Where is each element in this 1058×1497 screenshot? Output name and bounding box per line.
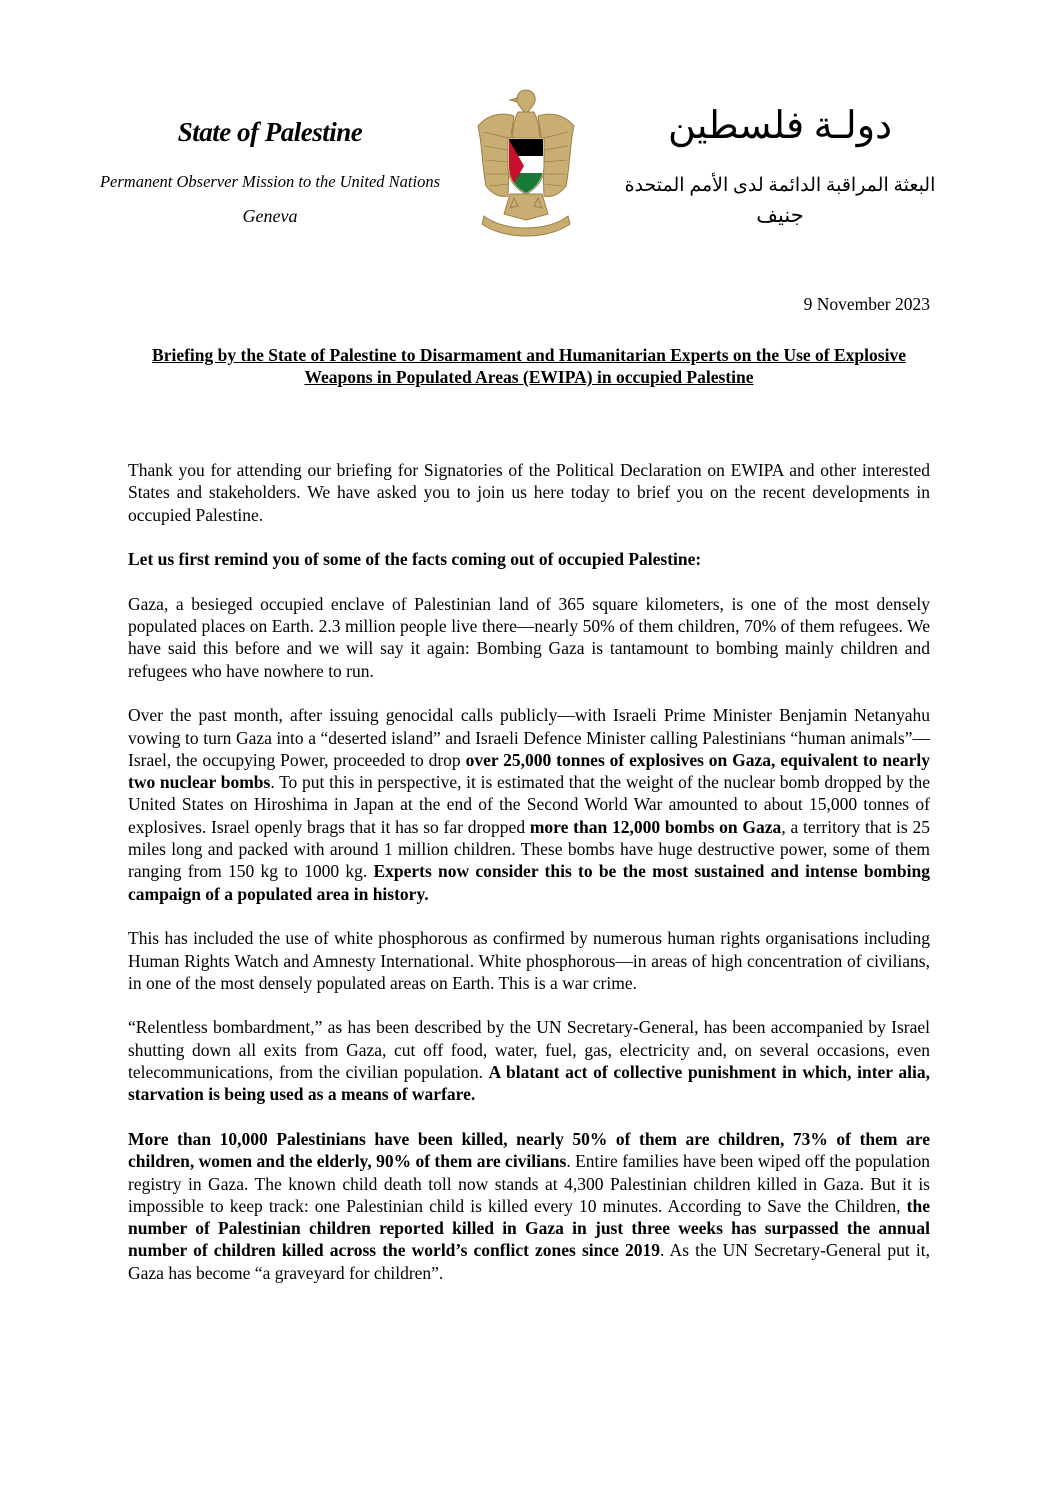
body-paragraph bbox=[128, 927, 930, 994]
paragraph-text: Over the past month, after issuing genocidal calls publicly—with Israeli Prime Minister Benjamin Netanyahu vowing to turn Gaza into a “deserted island” and Israeli Defence Minister calling Palestinians “human animals”—Israel, the occupying Power, proceeded to drop bbox=[128, 705, 930, 770]
paragraph-text: . To put this in perspective, it is estimated that the weight of the nuclear bomb dropped by the United States on Hiroshima in Japan at the end of the Second World War amounted to about 15,000 tonnes of explosives. Israel openly brags that it has so far dropped bbox=[128, 772, 930, 837]
state-name-en: State of Palestine bbox=[177, 117, 363, 147]
letterhead-arabic bbox=[605, 0, 955, 240]
emphasized-text: the number of Palestinian children reported killed in Gaza in just three weeks has surpassed the annual number of children killed across the world’s conflict zones since 2019 bbox=[128, 1195, 930, 1261]
body-paragraph bbox=[128, 548, 930, 570]
body-paragraph bbox=[128, 1016, 930, 1105]
emphasized-text: Experts now consider this to be the most sustained and intense bombing campaign of a populated area in history. bbox=[128, 861, 930, 904]
body-paragraph bbox=[128, 1128, 930, 1284]
city-en: Geneva bbox=[242, 206, 298, 226]
document-body bbox=[128, 459, 930, 1306]
mission-name-en: Permanent Observer Mission to the United Nations bbox=[99, 172, 441, 191]
paragraph-text: This has included the use of white phosphorous as confirmed by numerous human rights organisations including Human Rights Watch and Amnesty International. White phosphorous—in areas of high concentration of civilians, in one of the most densely populated areas on Earth. This is a war crime. bbox=[128, 928, 930, 993]
emphasized-text: more than 12,000 bombs on Gaza bbox=[529, 816, 782, 837]
emphasized-text: Let us first remind you of some of the facts coming out of occupied Palestine: bbox=[128, 549, 702, 570]
body-paragraph bbox=[128, 704, 930, 905]
eagle-of-saladin-emblem-icon bbox=[474, 86, 578, 246]
emphasized-text: A blatant act of collective punishment in which, inter alia, starvation is being used as a means of warfare. bbox=[128, 1062, 930, 1105]
mission-name-ar: البعثة المراقبة الدائمة لدى الأمم المتحدة bbox=[624, 175, 936, 196]
document-title: Briefing by the State of Palestine to Disarmament and Humanitarian Experts on the Use of Explosive Weapons in Populated Areas (EWIPA) in occupied Palestine bbox=[152, 345, 906, 387]
paragraph-text: Gaza, a besieged occupied enclave of Palestinian land of 365 square kilometers, is one of the most densely populated places on Earth. 2.3 million people live there—nearly 50% of them children, 70% of them refugees. We have said this before and we will say it again: Bombing Gaza is tantamount to bombing mainly children and refugees who have nowhere to run. bbox=[128, 593, 930, 681]
state-name-ar: دولـة فلسطين bbox=[667, 105, 893, 147]
emphasized-text: More than 10,000 Palestinians have been killed, nearly 50% of them are children, 73% of them are children, women and the elderly, 90% of them are civilians bbox=[128, 1128, 930, 1172]
document-date: 9 November 2023 bbox=[803, 294, 930, 314]
city-ar: جنيف bbox=[756, 203, 804, 227]
body-paragraph bbox=[128, 459, 930, 526]
paragraph-text: . As the UN Secretary-General put it, Gaza has become “a graveyard for children”. bbox=[128, 1240, 930, 1283]
paragraph-text: , a territory that is 25 miles long and packed with around 1 million children. These bombs have huge destructive power, some of them ranging from 150 kg to 1000 kg. bbox=[128, 816, 930, 882]
emphasized-text: over 25,000 tonnes of explosives on Gaza, equivalent to nearly two nuclear bombs bbox=[128, 749, 930, 793]
letterhead-english bbox=[80, 0, 460, 240]
paragraph-text: “Relentless bombardment,” as has been described by the UN Secretary-General, has been accompanied by Israel shutting down all exits from Gaza, cut off food, water, fuel, gas, electricity and, on several occasions, even telecommunications, from the civilian population. bbox=[128, 1017, 930, 1083]
paragraph-text: Thank you for attending our briefing for Signatories of the Political Declaration on EWIPA and other interested States and stakeholders. We have asked you to join us here today to brief you on the recent developments in occupied Palestine. bbox=[128, 460, 930, 525]
body-paragraph bbox=[128, 593, 930, 682]
paragraph-text: . Entire families have been wiped off the population registry in Gaza. The known child death toll now stands at 4,300 Palestinian children killed in Gaza. But it is impossible to keep track: one Palestinian child is killed every 10 minutes. According to Save the Children, bbox=[128, 1151, 930, 1216]
